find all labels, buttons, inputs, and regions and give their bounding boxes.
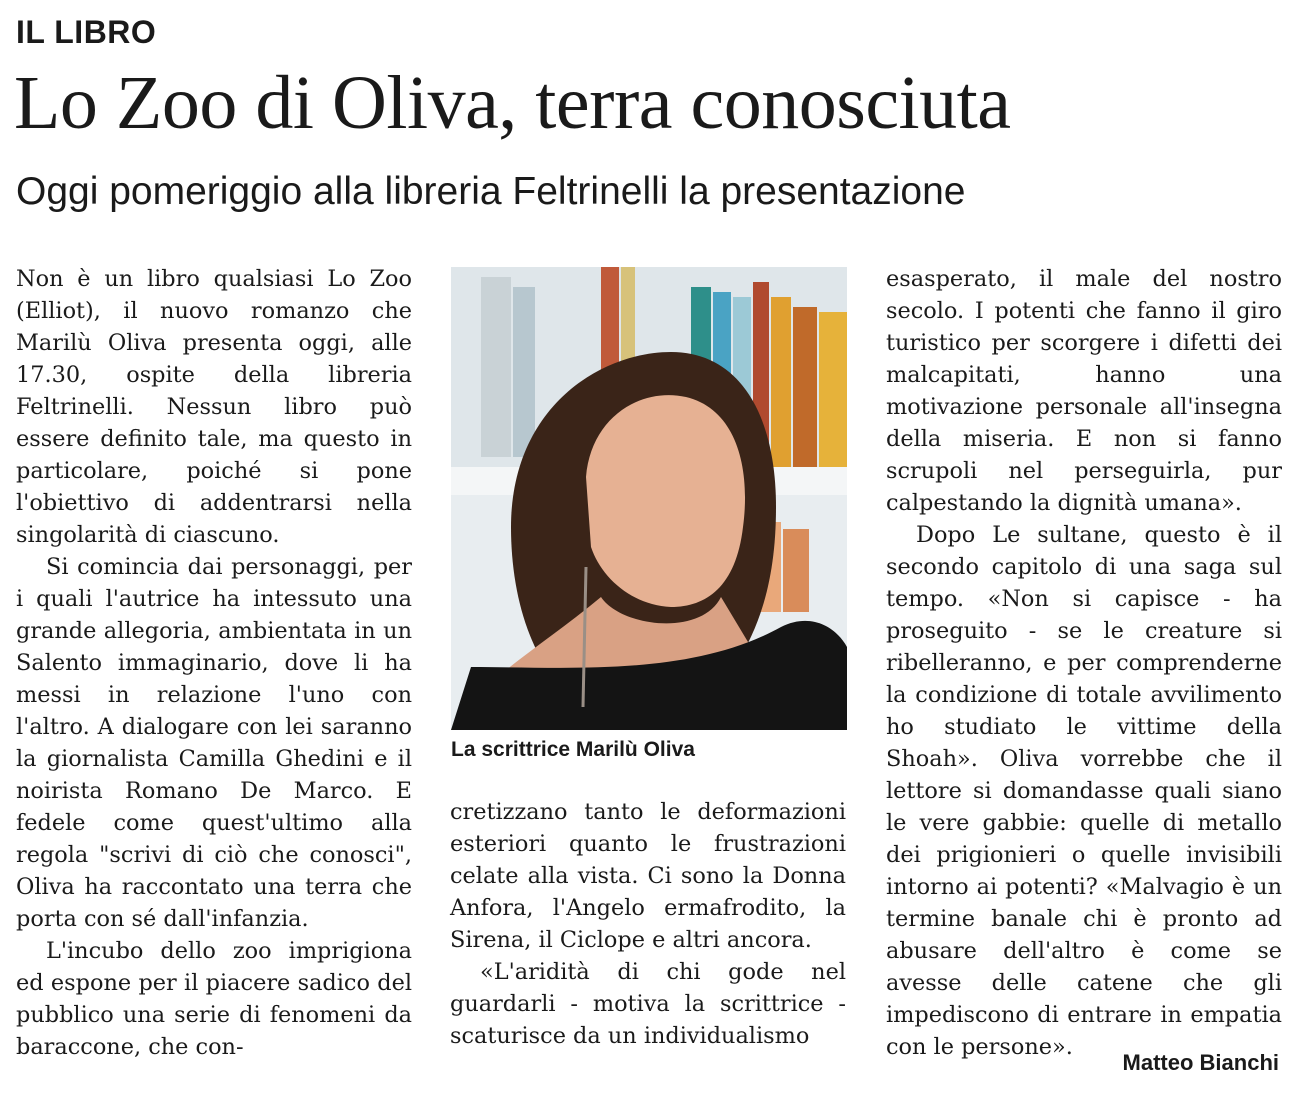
article-column-2	[450, 796, 846, 1052]
paragraph: Non è un libro qualsiasi Lo Zoo (Elliot), il nuovo romanzo che Marilù Oliva presenta oggi, alle 17.30, ospite della libreria Feltrinelli. Nessun libro può essere definito tale, ma questo in particolare, poiché si pone l'obiettivo di addentrarsi nella singolarità di ciascuno.	[16, 266, 412, 548]
paragraph: «L'aridità di chi gode nel guardarli - motiva la scrittrice - scaturisce da un individualismo	[450, 959, 846, 1049]
headline: Lo Zoo di Oliva, terra conosciuta	[14, 61, 1011, 145]
section-kicker: IL LIBRO	[16, 14, 157, 50]
paragraph: L'incubo dello zoo imprigiona ed espone per il piacere sadico del pubblico una serie di fenomeni da baraccone, che con-	[16, 938, 412, 1060]
paragraph: cretizzano tanto le deformazioni esteriori quanto le frustrazioni celate alla vista. Ci sono la Donna Anfora, l'Angelo ermafrodito, la Sirena, il Ciclope e altri ancora.	[450, 799, 846, 953]
author-photo	[451, 267, 847, 730]
paragraph: Dopo Le sultane, questo è il secondo capitolo di una saga sul tempo. «Non si capisce - ha proseguito - se le creature si ribelleranno, e per comprenderne la condizione di totale avvilimento ho studiato le vittime della Shoah». Oliva vorrebbe che il lettore si domandasse quali siano le vere gabbie: quelle di metallo dei prigionieri o quelle invisibili intorno ai potenti? «Malvagio è un termine banale chi è pronto ad abusare dell'altro è come se avesse delle catene che gli impediscono di entrare in empatia con le persone».	[886, 522, 1282, 1060]
byline: Matteo Bianchi	[1122, 1050, 1279, 1075]
article-column-1	[16, 263, 412, 1063]
photo-caption: La scrittrice Marilù Oliva	[451, 738, 695, 761]
article-column-3	[886, 263, 1282, 1063]
paragraph: Si comincia dai personaggi, per i quali l'autrice ha intessuto una grande allegoria, ambientata in un Salento immaginario, dove li ha messi in relazione l'uno con l'altro. A dialogare con lei saranno la giornalista Camilla Ghedini e il noirista Romano De Marco. E fedele come quest'ultimo alla regola "scrivi di ciò che conosci", Oliva ha raccontato una terra che porta con sé dall'infanzia.	[16, 554, 412, 932]
subheadline: Oggi pomeriggio alla libreria Feltrinelli la presentazione	[16, 170, 966, 213]
paragraph: esasperato, il male del nostro secolo. I potenti che fanno il giro turistico per scorgere i difetti dei malcapitati, hanno una motivazione personale all'insegna della miseria. E non si fanno scrupoli nel perseguirla, pur calpestando la dignità umana».	[886, 266, 1282, 516]
